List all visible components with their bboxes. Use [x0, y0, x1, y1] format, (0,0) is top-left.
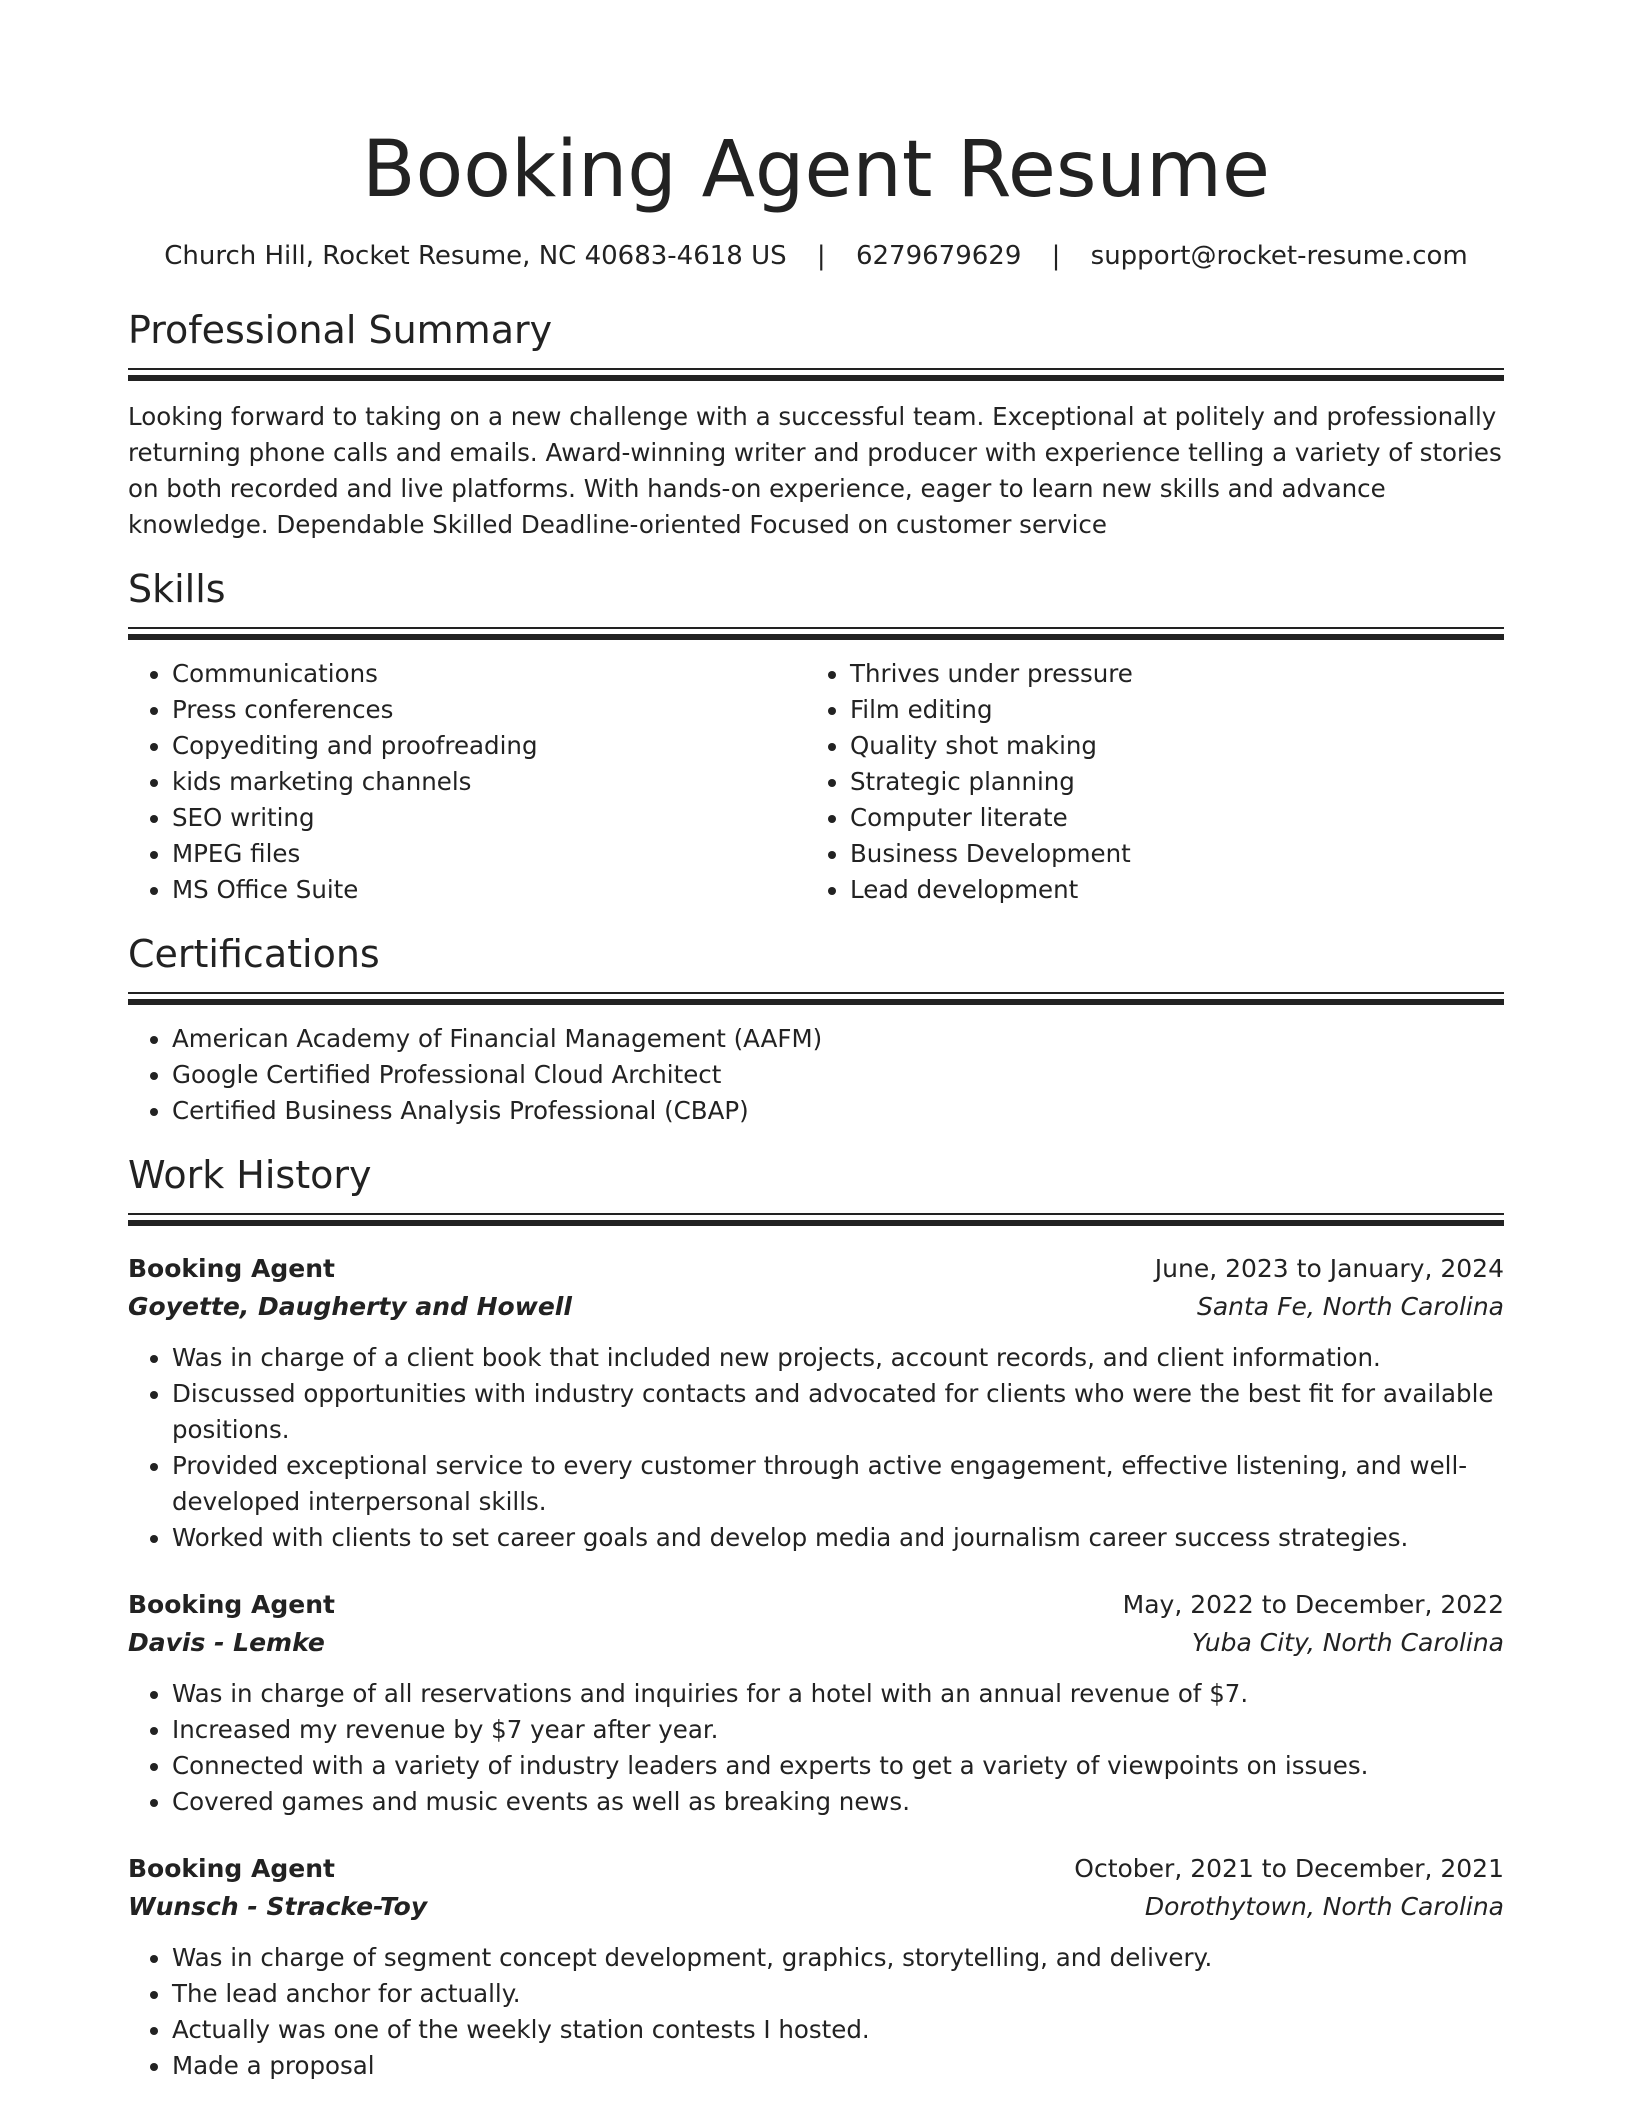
page-title: Booking Agent Resume — [362, 125, 1270, 215]
contact-email: support@rocket-resume.com — [1090, 241, 1468, 271]
skill-item: • MS Office Suite — [172, 872, 806, 908]
job-entry — [128, 1250, 1504, 1556]
job-location: Dorothytown, North Carolina — [1144, 1892, 1504, 1921]
job-subheader-row — [128, 1888, 1504, 1926]
job-company: Wunsch - Stracke-Toy — [128, 1892, 428, 1921]
job-title: Booking Agent — [128, 1854, 335, 1883]
job-header-row — [128, 1850, 1504, 1888]
job-bullet: • Was in charge of segment concept development, graphics, storytelling, and delivery. — [172, 1940, 1504, 1976]
resume-page — [128, 0, 1504, 2084]
job-bullet: • Connected with a variety of industry leaders and experts to get a variety of viewpoints on issues. — [172, 1748, 1504, 1784]
job-bullet: • Increased my revenue by $7 year after year. — [172, 1712, 1504, 1748]
job-title: Booking Agent — [128, 1254, 335, 1283]
skill-item: • SEO writing — [172, 800, 806, 836]
skill-item: • MPEG files — [172, 836, 806, 872]
job-entry — [128, 1586, 1504, 1820]
skill-item: • Communications — [172, 656, 806, 692]
skill-item: • kids marketing channels — [172, 764, 806, 800]
skill-item: • Film editing — [850, 692, 1484, 728]
job-bullets — [128, 1940, 1504, 2084]
job-location: Yuba City, North Carolina — [1191, 1628, 1504, 1657]
work-history-section — [128, 1149, 1504, 2084]
section-heading-skills: Skills — [128, 567, 226, 611]
section-divider — [128, 992, 1504, 1005]
job-bullet: • Actually was one of the weekly station contests I hosted. — [172, 2012, 1504, 2048]
section-divider — [128, 1213, 1504, 1226]
certifications-section — [128, 928, 1504, 1129]
certifications-list — [128, 1021, 1504, 1129]
summary-section — [128, 304, 1504, 543]
job-bullets — [128, 1340, 1504, 1556]
section-heading-work-history: Work History — [128, 1153, 372, 1197]
job-bullet: • Worked with clients to set career goals and develop media and journalism career success strategies. — [172, 1520, 1504, 1556]
section-divider — [128, 368, 1504, 381]
skill-item: • Lead development — [850, 872, 1484, 908]
job-bullet: • Was in charge of a client book that included new projects, account records, and client information. — [172, 1340, 1504, 1376]
skill-item: • Thrives under pressure — [850, 656, 1484, 692]
skills-section — [128, 563, 1504, 908]
contact-address: Church Hill, Rocket Resume, NC 40683-4618 US — [164, 241, 787, 271]
contact-separator: | — [1051, 241, 1061, 271]
section-heading-certifications: Certifications — [128, 932, 380, 976]
job-header-row — [128, 1586, 1504, 1624]
job-dates: May, 2022 to December, 2022 — [1122, 1590, 1504, 1619]
job-company: Davis - Lemke — [128, 1628, 325, 1657]
job-dates: October, 2021 to December, 2021 — [1074, 1854, 1504, 1883]
job-header-row — [128, 1250, 1504, 1288]
contact-separator: | — [816, 241, 826, 271]
job-title: Booking Agent — [128, 1590, 335, 1619]
certification-item: • Certified Business Analysis Professional (CBAP) — [172, 1093, 1504, 1129]
skill-item: • Quality shot making — [850, 728, 1484, 764]
job-location: Santa Fe, North Carolina — [1196, 1292, 1504, 1321]
job-bullets — [128, 1676, 1504, 1820]
summary-text: Looking forward to taking on a new challenge with a successful team. Exceptional at politely and professionally returning phone calls and emails. Award-winning writer and producer with experience telling a variety of stories on both recorded and live platforms. With hands-on experience, eager to learn new skills and advance knowledge. Dependable Skilled Deadline-oriented Focused on customer service — [128, 402, 1502, 539]
job-dates: June, 2023 to January, 2024 — [1154, 1254, 1504, 1283]
job-bullet: • Made a proposal — [172, 2048, 1504, 2084]
certification-item: • Google Certified Professional Cloud Architect — [172, 1057, 1504, 1093]
job-bullet: • Covered games and music events as well as breaking news. — [172, 1784, 1504, 1820]
job-entry — [128, 1850, 1504, 2084]
skill-item: • Strategic planning — [850, 764, 1484, 800]
skill-item: • Computer literate — [850, 800, 1484, 836]
skills-columns — [128, 656, 1504, 908]
job-bullet: • Discussed opportunities with industry contacts and advocated for clients who were the best fit for available positions. — [172, 1376, 1504, 1448]
skills-list-left — [128, 656, 806, 908]
job-company: Goyette, Daugherty and Howell — [128, 1292, 572, 1321]
job-bullet: • Provided exceptional service to every customer through active engagement, effective listening, and well-developed interpersonal skills. — [172, 1448, 1504, 1520]
skills-list-right — [806, 656, 1484, 908]
job-subheader-row — [128, 1288, 1504, 1326]
section-divider — [128, 627, 1504, 640]
job-bullet: • Was in charge of all reservations and inquiries for a hotel with an annual revenue of $7. — [172, 1676, 1504, 1712]
section-heading-summary: Professional Summary — [128, 308, 553, 352]
job-subheader-row — [128, 1624, 1504, 1662]
certification-item: • American Academy of Financial Management (AAFM) — [172, 1021, 1504, 1057]
contact-line — [128, 238, 1504, 274]
job-bullet: • The lead anchor for actually. — [172, 1976, 1504, 2012]
skill-item: • Press conferences — [172, 692, 806, 728]
skill-item: • Business Development — [850, 836, 1484, 872]
contact-phone: 6279679629 — [855, 241, 1022, 271]
skill-item: • Copyediting and proofreading — [172, 728, 806, 764]
